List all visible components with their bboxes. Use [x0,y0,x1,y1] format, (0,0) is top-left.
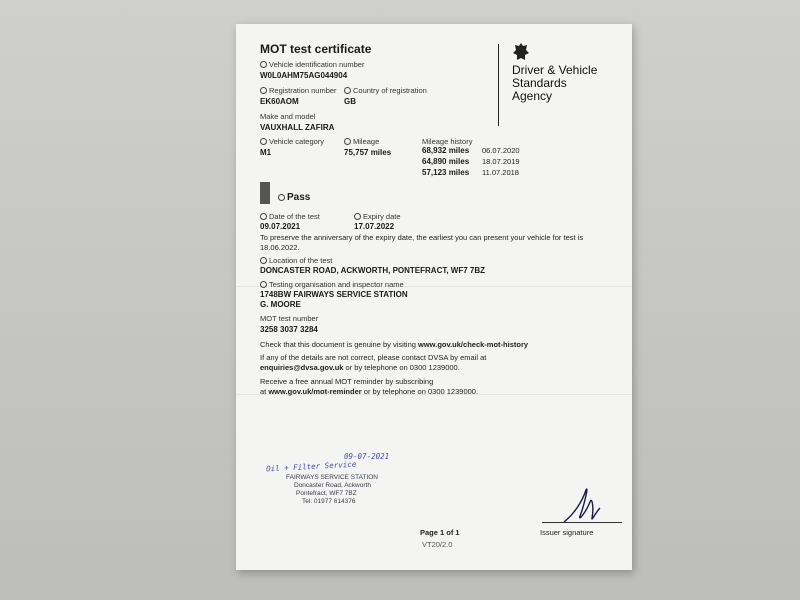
location-label: Location of the test [260,256,332,265]
result-value: Pass [287,192,311,203]
history-miles: 64,890 miles [422,157,470,166]
preserve-text: To preserve the anniversary of the expiry date, the earliest you can present your vehicle for test is [260,233,584,242]
details-text: If any of the details are not correct, please contact DVSA by email at [260,353,487,362]
globe-icon [344,87,351,94]
vin-label: Vehicle identification number [260,60,364,69]
mileage-value: 75,757 miles [344,148,392,157]
check-icon [278,194,285,201]
logo-divider [498,44,499,126]
vehicle-icon [260,138,267,145]
reminder-text: Receive a free annual MOT reminder by subscribing [260,377,434,386]
category-label: Vehicle category [260,137,324,146]
reg-label: Registration number [260,86,337,95]
gauge-icon [344,138,351,145]
check-line: Check that this document is genuine by visiting www.gov.uk/check-mot-history [260,340,529,349]
vin-value: W0L0AHM75AG044904 [260,71,348,80]
agency-name: Driver & Vehicle Standards Agency [512,63,598,103]
history-date: 11.07.2018 [482,168,519,177]
country-label: Country of registration [344,86,427,95]
reminder-link[interactable]: www.gov.uk/mot-reminder [268,387,362,396]
make-label: Make and model [260,112,316,121]
location-value: DONCASTER ROAD, ACKWORTH, PONTEFRACT, WF7 7BZ [260,266,486,275]
make-value: VAUXHALL ZAFIRA [260,123,335,132]
handwritten-date: 09-07-2021 [344,452,390,461]
page-title: MOT test certificate [260,42,372,56]
calendar-icon [354,213,361,220]
preserve-date: 18.06.2022. [260,243,300,252]
test-number-value: 3258 3037 3284 [260,325,318,334]
country-value: GB [344,97,356,106]
reg-value: EK60AOM [260,97,299,106]
calendar-icon [260,213,267,220]
result-bar [260,182,270,204]
test-date-value: 09.07.2021 [260,222,301,231]
car-icon [260,87,267,94]
history-date: 18.07.2019 [482,157,520,166]
mot-certificate-paper [236,24,632,570]
expiry-label: Expiry date [354,212,401,221]
reminder-line: at www.gov.uk/mot-reminder or by telephone on 0300 1239000. [260,387,479,396]
expiry-value: 17.07.2022 [354,222,395,231]
info-icon [260,61,267,68]
signature-label: Issuer signature [540,528,594,537]
tester-org: 1748BW FAIRWAYS SERVICE STATION [260,290,408,299]
location-pin-icon [260,257,267,264]
test-number-label: MOT test number [260,314,319,323]
check-link[interactable]: www.gov.uk/check-mot-history [418,340,529,349]
history-miles: 57,123 miles [422,168,470,177]
category-value: M1 [260,148,272,157]
email-link[interactable]: enquiries@dvsa.gov.uk [260,363,344,372]
tester-name: G. MOORE [260,300,301,309]
form-version: VT20/2.0 [422,540,453,549]
history-date: 06.07.2020 [482,146,520,155]
contact-line: enquiries@dvsa.gov.uk or by telephone on 0300 1239000. [260,363,460,372]
handwritten-note: Oil + Filter Service [265,459,357,474]
tester-label: Testing organisation and inspector name [260,280,404,289]
result-row [278,187,310,205]
history-label: Mileage history [422,137,473,146]
page-number: Page 1 of 1 [420,528,460,537]
person-icon [260,281,267,288]
signature-line [542,522,622,523]
history-miles: 68,932 miles [422,146,470,155]
mileage-label: Mileage [344,137,379,146]
garage-stamp: FAIRWAYS SERVICE STATION Doncaster Road, Ackworth Pontefract, WF7 7BZ Tel: 01977 614376 [286,474,378,505]
test-date-label: Date of the test [260,212,320,221]
